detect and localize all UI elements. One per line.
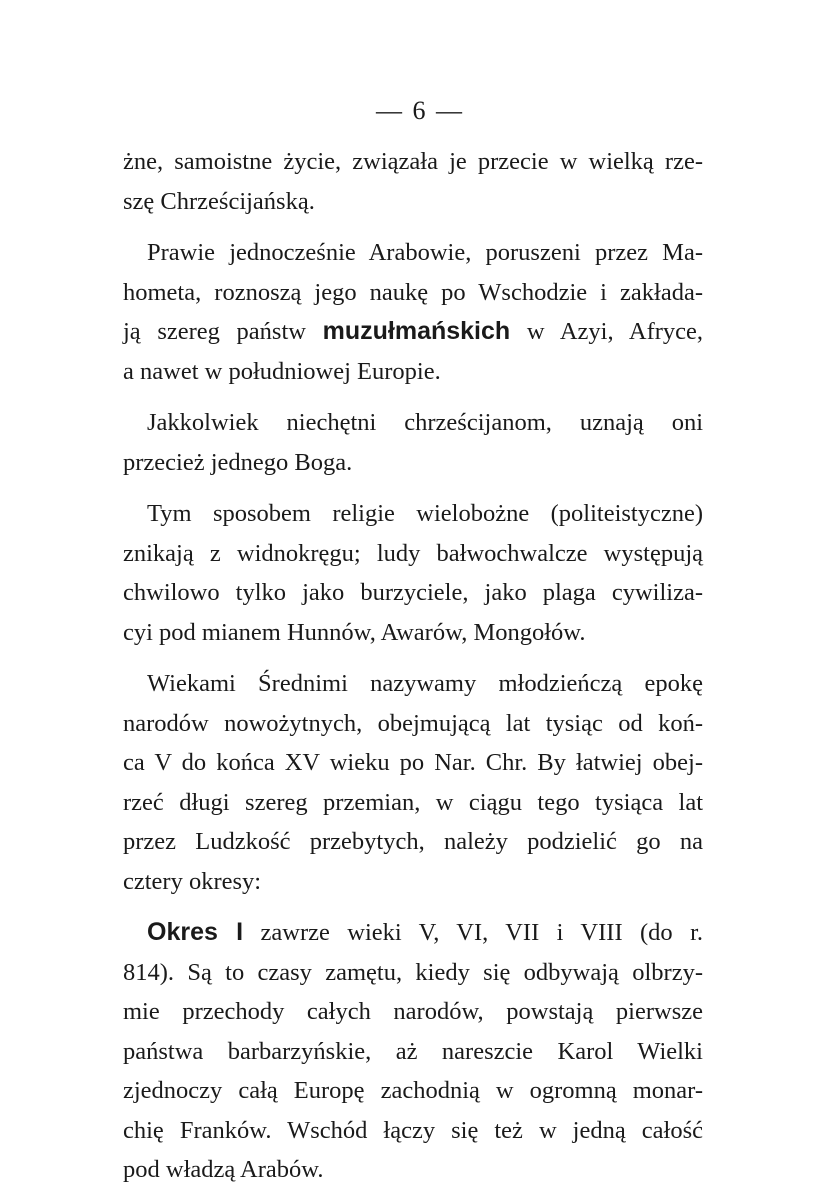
text-fragment: zawrze wieki V, VI, VII i VIII (do r. bbox=[260, 919, 704, 946]
text-line: cztery okresy: bbox=[123, 867, 262, 895]
text-line: chię Franków. Wschód łączy się też w jedną całość bbox=[123, 1116, 703, 1144]
text-line: chwilowo tylko jako burzyciele, jako plaga cywiliza- bbox=[123, 579, 703, 606]
period-heading: Okres I bbox=[147, 918, 244, 946]
body-text bbox=[123, 142, 703, 1202]
text-line: mie przechody całych narodów, powstają pierwsze bbox=[123, 998, 703, 1025]
text-fragment: ją szereg państw bbox=[123, 318, 306, 345]
paragraph-4 bbox=[123, 494, 703, 652]
text-line: zjednoczy całą Europę zachodnią w ogromną monar- bbox=[123, 1077, 703, 1104]
text-line: ca V do końca XV wieku po Nar. Chr. By łatwiej obej- bbox=[123, 749, 703, 776]
text-line: narodów nowożytnych, obejmującą lat tysiąc od koń- bbox=[123, 709, 703, 737]
paragraph-5 bbox=[123, 664, 703, 901]
text-line: państwa barbarzyńskie, aż nareszcie Karol Wielki bbox=[123, 1037, 703, 1065]
text-line: Jakkolwiek niechętni chrześcijanom, uznają oni bbox=[147, 409, 703, 436]
text-line: Wiekami Średnimi nazywamy młodzieńczą epokę bbox=[147, 670, 703, 697]
text-line: Prawie jednocześnie Arabowie, poruszeni przez Ma- bbox=[147, 239, 703, 266]
emphasized-term: muzułmańskich bbox=[322, 317, 511, 345]
paragraph-6 bbox=[123, 913, 703, 1190]
text-line: hometa, roznoszą jego naukę po Wschodzie i zakłada- bbox=[123, 278, 703, 306]
page-number: — 6 — bbox=[376, 96, 464, 125]
paragraph-1 bbox=[123, 142, 703, 221]
text-line: a nawet w południowej Europie. bbox=[123, 357, 441, 385]
text-line: Tym sposobem religie wielobożne (politeistyczne) bbox=[147, 500, 703, 527]
text-line: rzeć długi szereg przemian, w ciągu tego tysiąca lat bbox=[123, 788, 703, 816]
text-fragment: w Azyi, Afryce, bbox=[526, 318, 704, 345]
paragraph-3 bbox=[123, 403, 703, 482]
text-line: przez Ludzkość przebytych, należy podzielić go na bbox=[123, 828, 703, 855]
text-line: cyi pod mianem Hunnów, Awarów, Mongołów. bbox=[123, 618, 586, 646]
text-line: znikają z widnokręgu; ludy bałwochwalcze występują bbox=[123, 539, 703, 567]
text-line-with-term bbox=[123, 312, 703, 352]
text-line: 814). Są to czasy zamętu, kiedy się odbywają olbrzy- bbox=[123, 958, 703, 986]
text-line: pod władzą Arabów. bbox=[123, 1156, 324, 1183]
paragraph-2 bbox=[123, 233, 703, 391]
text-line: żne, samoistne życie, związała je przecie w wielką rze- bbox=[123, 148, 703, 175]
text-line-with-lead bbox=[123, 913, 703, 953]
text-line: szę Chrześcijańską. bbox=[123, 187, 315, 215]
text-line: przecież jednego Boga. bbox=[123, 448, 353, 476]
